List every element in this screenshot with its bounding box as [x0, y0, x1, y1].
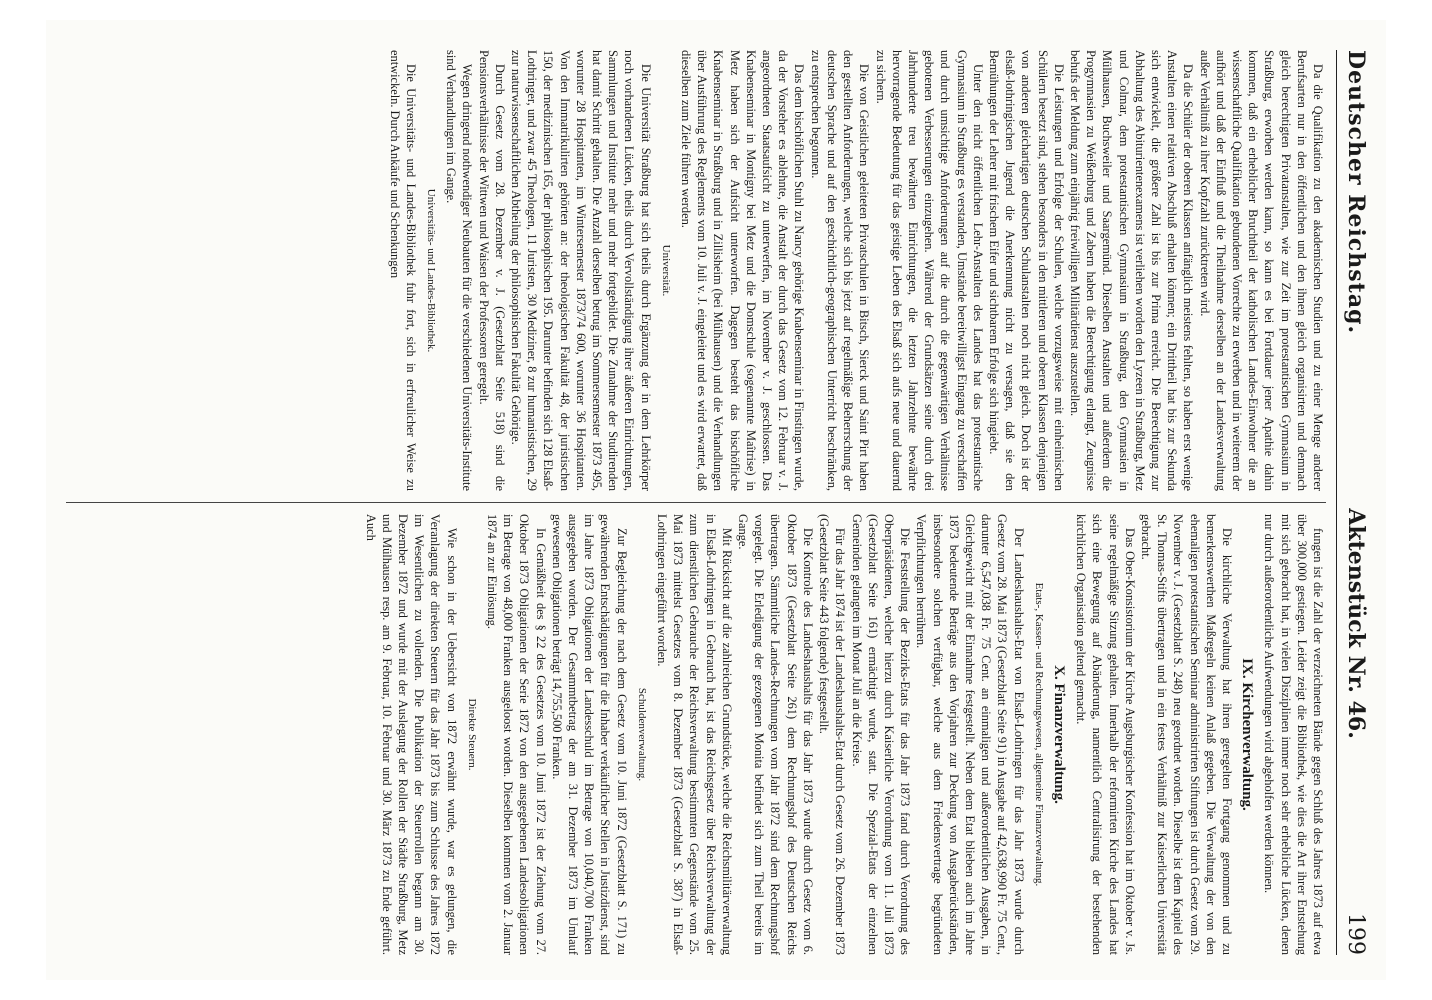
paragraph: In Gemäßheit des § 22 des Gesetzes vom 10. Juni 1872 ist der Ziehung vom 27. Oktober 1873 Obligationen der Serie 1872 von den ausgegebenen Landesobligationen im Betrage von 48,000 Franken ausgeloost worden. Dieselben kommen vom 2. Januar 1874 an zur Einlösung.	[485, 514, 548, 955]
paragraph: Die Kontrole des Landeshaushalts für das Jahr 1873 wurde durch Gesetz vom 6. Oktober 1873 (Gesetzblatt Seite 261) dem Rechnungshof des Deutschen Reichs übertragen. Sämmtliche Landes-Rechnungen vom Jahr 1872 sind dem Rechnungshof vorgelegt. Die Erledigung der gezogenen Monita befindet sich zum Theil bereits im Gange.	[736, 514, 815, 955]
subsection-heading: Universitäts- und Landes-Bibliothek.	[425, 188, 438, 353]
paragraph: Die von Geistlichen geleiteten Privatschulen in Bitsch, Sierck und Saint Pirt haben den gestellten Anforderungen, welche sich bis jetzt auf regelmäßige Beherrschung der deutschen Sprache und auf den geschichtlich-geographischen Unterricht beschränken, zu entsprechen begonnen.	[808, 50, 872, 491]
subsection-heading: Etats-, Kassen- und Rechnungswesen, allgemeine Finanzverwaltung.	[1032, 582, 1045, 887]
paragraph: Die kirchliche Verwaltung hat ihren geregelten Fortgang genommen und zu bemerkenswerthen Maßregeln keinen Anlaß gegeben. Die Verwaltung der von den ehemaligen protestantischen Seminar administrirten Stiftungen ist durch Gesetz vom 29. November v. J. (Gesetzblatt S. 248) neu geordnet worden. Dieselbe ist dem Kapitel des St. Thomas-Stifts übertragen und in ein festes Verhältniß zur Kaiserlichen Universität gebracht.	[1138, 514, 1234, 955]
page-number: 199	[1343, 912, 1368, 955]
paragraph: Die Universitäts- und Landes-Bibliothek fuhr fort, sich in erfreulicher Weise zu entwickeln. Durch Ankäufe und Schenkungen	[387, 50, 418, 491]
left-column	[66, 50, 1326, 491]
right-column	[66, 514, 1326, 955]
paragraph: Das Ober-Konsistorium der Kirche Augsburgischer Konfession hat im Oktober v. Js. seine regelmäßige Sitzung gehalten. Innerhalb der reformirten Kirche des Landes hat sich eine Bewegung auf Abänderung, namentlich Centralisirung der bestehenden kirchlichen Organisation geltend gemacht.	[1074, 514, 1137, 955]
paragraph: Zur Begleichung der nach dem Gesetz vom 10. Juni 1872 (Gesetzblatt S. 171) zu gewährenden Entschädigungen für die Inhaber verkäuflicher Stellen in Justizdienst, sind im Jahre 1873 Obligationen der Landesschuld im Betrage von 10,040,700 Franken ausgegeben worden. Der Gesammtbetrag der am 31. Dezember 1873 im Umlauf gewesenen Obligationen beträgt 14,755,500 Franken.	[549, 514, 629, 955]
section-heading: X. Finanzverwaltung.	[1050, 665, 1067, 804]
paragraph: Da die Qualifikation zu den akademischen Studien und zu einer Menge anderer Berufsarten nur in den öffentlichen und den ihnen gleich organisirten und demnach gleich berechtigten Privatanstalten, wie zur Zeit im protestantischen Gymnasium in Straßburg, erworben werden kann, so kann es bei Fortdauer jener Apathie dahin kommen, daß ein erheblicher Bruchtheil der katholischen Landes-Einwohner die an wissenschaftliche Qualifikation gebundenen Vorrechte zu erwerben und in weiterem der aufhört und daß der Einfluß und die Theilnahme derselben an der Landesverwaltung außer Verhältniß zu ihrer Kopfzahl zurücktreten wird.	[1197, 50, 1325, 491]
document-page	[46, 20, 1386, 980]
paragraph: Da die Schüler der oberen Klassen anfänglich meistens fehlten, so haben erst wenige Anstalten einen relativen Abschluß erhalten können; ein Drittheil hat bis zur Sekunda sich entwickelt, die größere Zahl ist bis zur Prima erreicht. Die Berechtigung zur Abhaltung des Abiturientenexamens ist verliehen worden den Lyzeen in Straßburg, Metz und Colmar, dem protestantischen Gymnasium in Straßburg, den Gymnasien in Mülhausen, Buchsweiler und Saargemünd. Dieselben Anstalten und außerdem die Progymnasien zu Weißenburg und Zabern haben die Berechtigung erlangt, Zeugnisse behufs der Meldung zum einjährig freiwilligen Militärdienst auszustellen.	[1067, 50, 1196, 491]
paragraph: Für das Jahr 1874 ist der Landeshaushalts-Etat durch Gesetz vom 26. Dezember 1873 (Gesetzblatt Seite 443 folgende) festgestellt.	[817, 514, 848, 955]
paragraph: Der Landeshaushalts-Etat von Elsaß-Lothringen für das Jahr 1873 wurde durch Gesetz vom 28. Mai 1873 (Gesetzblatt Seite 91) in Ausgabe auf 42,638,990 Fr. 75 Cent., darunter 6,547,038 Fr. 75 Cent. an einmaligen und außerordentlichen Ausgaben, in Gleichgewicht mit der Einnahme festgestellt. Neben dem Etat blieben auch im Jahre 1873 bedeutende Beträge aus den Vorjahren zur Deckung von Ausgaberückständen, insbesondere solchen verfügbar, welche aus dem Friedensvertrage begründeten Verpflichtungen herrühren.	[914, 514, 1026, 955]
header-publication: Deutscher Reichstag.	[1343, 50, 1369, 335]
paragraph: Wegen dringend nothwendiger Neubauten für die verschiedenen Universitäts-Institute sind Verhandlungen im Gange.	[444, 50, 475, 491]
paragraph: Das dem bischöflichen Stuhl zu Nancy gehörige Knabenseminar in Finstingen wurde, da der Vorsteher es ablehnte, die Anstalt der durch das Gesetz vom 12. Februar v. J. angeordneten Staatsaufsicht zu unterwerfen, im November v. J. geschlossen. Das Knabenseminar in Montigny bei Metz und die Domschule (sogenannte Maîtrise) in Metz haben sich der Aufsicht unterworfen. Dagegen besteht das bischöfliche Knabenseminar in Straßburg und in Zillisheim (bei Mülhausen) und die Verhandlungen über Ausführung des Reglements vom 10. Juli v. J. eingeleitet und es wird erwartet, daß dieselben zum Ziele führen werden.	[679, 50, 807, 491]
subsection-heading: Universität.	[659, 244, 672, 297]
paragraph: Mit Rücksicht auf die zahlreichen Grundstücke, welche die Reichsmilitärverwaltung in Elsaß-Lothringen in Gebrauch hat, ist das Reichsgesetz über Reichsverwaltung der zum dienstlichen Gebrauche der Reichsverwaltung bestimmten Gegenstände vom 25. Mai 1873 mittelst Gesetzes vom 8. Dezember 1873 (Gesetzblatt S. 387) in Elsaß-Lothringen eingeführt worden.	[655, 514, 734, 955]
subsection-heading: Direkte Steuern.	[465, 698, 478, 771]
paragraph: Wie schon in der Uebersicht von 1872 erwähnt wurde, war es gelungen, die Veranlagung der direkten Steuern für das Jahr 1873 bis zum Schlusse des Jahres 1872 im Wesentlichen zu vollenden. Die Publikation der Steuerrollen begann am 30. Dezember 1872 und wurde mit der Auslegung der Rollen der Städte Straßburg, Metz und Mülhausen resp. am 9. Februar, 10. Februar und 30. März 1873 zu Ende geführt. Auch	[363, 514, 459, 955]
paragraph: Durch Gesetz vom 28. Dezember v. J. (Gesetzblatt Seite 518) sind die Pensionsverhältnisse der Wittwen und Waisen der Professoren geregelt.	[476, 50, 507, 491]
running-header	[1336, 50, 1374, 955]
text-columns	[66, 50, 1326, 955]
digitization-credit	[1412, 0, 1428, 1000]
column-divider	[66, 502, 1326, 503]
paragraph: Die Leistungen und Erfolge der Schulen, welche vorzugsweise mit einheimischen Schülern besetzt sind, stehen besonders in den mittleren und oberen Klassen denjenigen von anderen gleichartigen deutschen Schulanstalten noch nicht gleich. Doch ist der elsaß-lothringischen Jugend die Anerkennung nicht zu versagen, daß sie den Bemühungen der Lehrer mit frischem Eifer und sichtbarem Erfolge sich hingiebt.	[986, 50, 1066, 491]
section-heading: IX. Kirchenverwaltung.	[1239, 658, 1256, 811]
paragraph: Unter den nicht öffentlichen Lehr-Anstalten des Landes hat das protestantische Gymnasium in Straßburg es verstanden, Umstände bereitwilligst Eingang zu verschaffen und durch umsichtige Anforderungen auf die durch die gegenwärtigen Verhältnisse gebotenen Verbesserungen einzugehen. Während der Grundsätzen seine durch drei Jahrhunderte treu bewährten Einrichtungen, die letzten Jahrzehnte bewährte hervorragende Bedeutung für das geistige Leben des Elsaß sich aufs neue und dauernd zu sichern.	[873, 50, 985, 491]
paragraph: Die Universität Straßburg hat sich theils durch Ergänzung der in dem Lehrkörper noch vorhandenen Lücken, theils durch Vervollständigung ihrer äußeren Einrichtungen, Sammlungen und Institute mehr und mehr fortgebildet. Die Zunahme der Studirenden hat damit Schritt gehalten. Die Anzahl derselben betrug im Sommersemester 1873 495, worunter 28 Hospitanten, im Wintersemester 1873/74 600, worunter 36 Hospitanten. Von den Immatrikulirten gehörten an: der theologischen Fakultät 48, der juristischen 150, der medizinischen 165, der philosophischen 195. Darunter befinden sich 128 Elsaß-Lothringer, und zwar 45 Theologen, 11 Juristen, 30 Mediziner, 8 zur humanistischen, 29 zur naturwissenschaftlichen Abtheilung der philosophischen Fakultät Gehörige.	[509, 50, 653, 491]
subsection-heading: Schuldenverwaltung.	[635, 687, 648, 782]
paragraph: Die Feststellung der Bezirks-Etats für das Jahr 1873 fand durch Verordnung des Oberpräsidenten, welcher hierzu durch Kaiserliche Verordnung vom 11. Juli 1873 (Gesetzblatt Seite 161) ermächtigt wurde, statt. Die Spezial-Etats der einzelnen Gemeinden gelangten im Monat Juli an die Kreise.	[849, 514, 913, 955]
paragraph: fungen ist die Zahl der verzeichneten Bände gegen Schluß des Jahres 1873 auf etwa über 300,000 gestiegen. Leider zeigt die Bibliothek, wie dies die Art ihrer Entstehung mit sich gebracht hat, in vielen Disziplinen immer noch sehr erhebliche Lücken, denen nur durch außerordentliche Aufwendungen wird abgeholfen werden können.	[1262, 514, 1325, 955]
header-document-number: Aktenstück Nr. 46.	[1343, 508, 1369, 739]
